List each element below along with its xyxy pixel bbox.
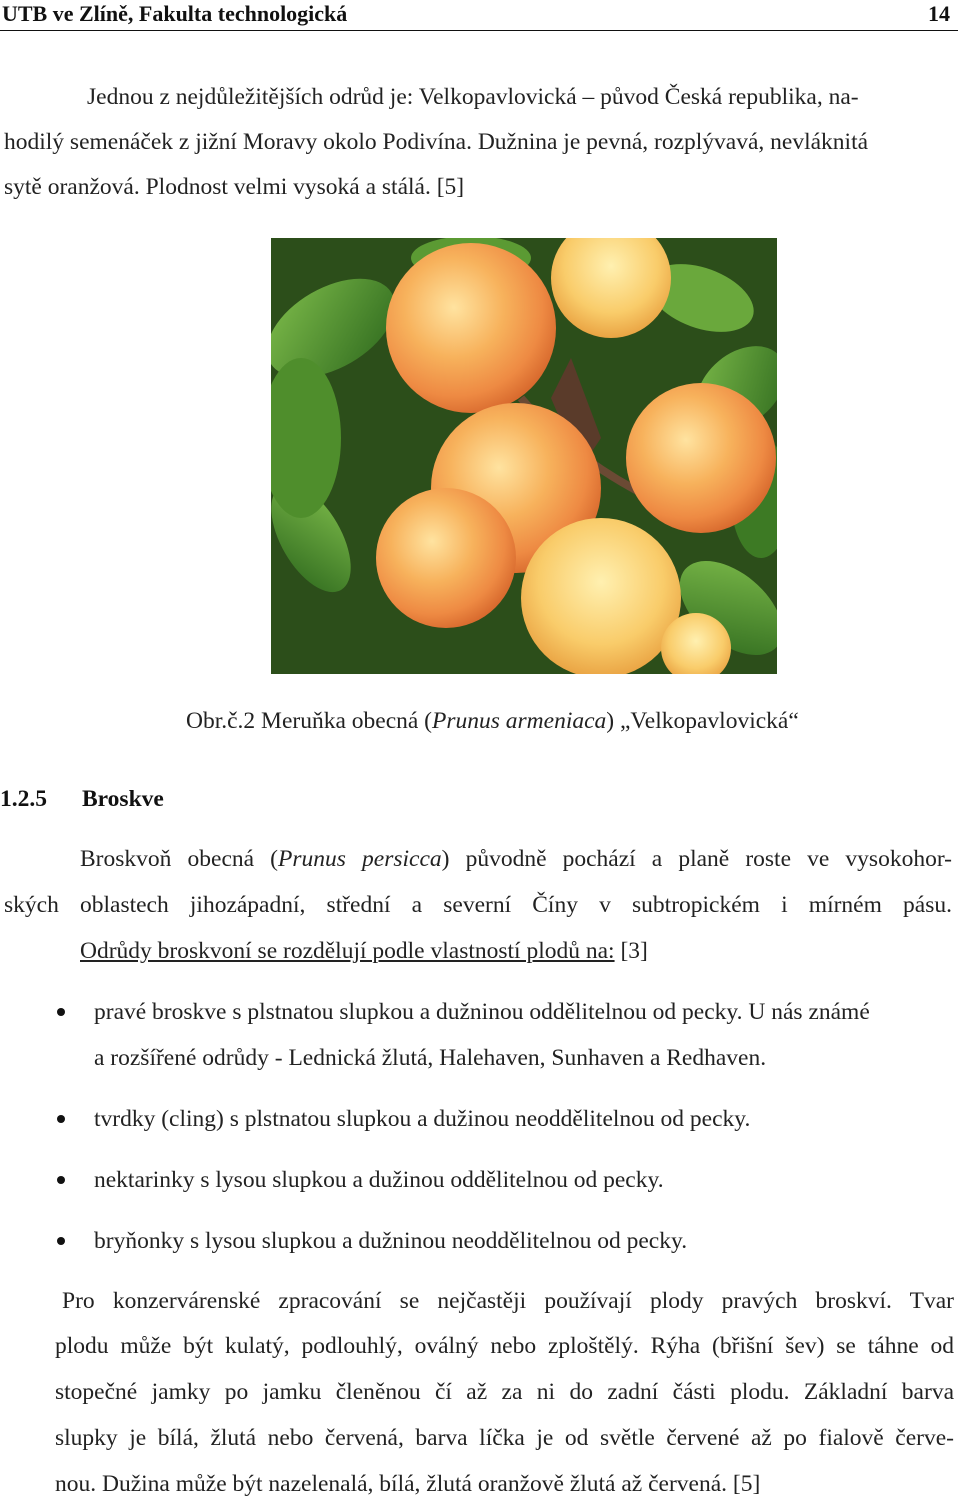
figure-caption — [186, 706, 799, 736]
apricot-photo — [271, 238, 777, 674]
bullet-dot — [57, 1115, 65, 1123]
para2-line-1: Pro konzervárenské zpracování se nejčastěji používají plody pravých broskví. Tvar — [62, 1288, 954, 1314]
para1-underlined: Odrůdy broskvoní se rozdělují podle vlastností plodů na: — [80, 938, 615, 964]
intro-line-2: hodilý semenáček z jižní Moravy okolo Podivína. Dužnina je pevná, rozplývavá, nevláknitá — [4, 129, 869, 155]
bullet-1-line-1: pravé broskve s plstnatou slupkou a dužninou oddělitelnou od pecky. U nás známé — [94, 999, 870, 1025]
header-title: UTB ve Zlíně, Fakulta technologická — [2, 1, 348, 26]
para2-line-5: nou. Dužina může být nazelenalá, bílá, žlutá oranžově žlutá až červená. [5] — [55, 1471, 761, 1497]
bullet-2: tvrdky (cling) s plstnatou slupkou a dužinou neoddělitelnou od pecky. — [94, 1106, 751, 1132]
para2-line-4: slupky je bílá, žlutá nebo červená, barva líčka je od světle červené až po fialově červe- — [55, 1425, 954, 1451]
para2-line-2: plodu může být kulatý, podlouhlý, oválný nebo zploštělý. Rýha (břišní šev) se táhne od — [55, 1333, 954, 1359]
caption-prefix: Obr.č.2 Meruňka obecná ( — [186, 708, 433, 734]
para1-line1-latin: Prunus persicca — [278, 846, 442, 872]
caption-latin: Prunus armeniaca — [432, 708, 607, 734]
intro-line-3: sytě oranžová. Plodnost velmi vysoká a stálá. [5] — [4, 174, 465, 200]
caption-suffix: ) „Velkopavlovická“ — [606, 708, 799, 734]
para1-line-1 — [80, 844, 952, 874]
section-number: 1.2.5 — [0, 786, 47, 812]
page-header — [0, 0, 958, 31]
intro-line-1: Jednou z nejdůležitějších odrůd je: Velkopavlovická – původ Česká republika, na- — [87, 84, 859, 110]
para1-line-3 — [80, 936, 648, 966]
bullet-4: bryňonky s lysou slupkou a dužninou neoddělitelnou od pecky. — [94, 1228, 688, 1254]
bullet-dot — [57, 1237, 65, 1245]
section-title: Broskve — [82, 786, 164, 812]
para2-line-3: stopečné jamky po jamku členěnou čí až za ni do zadní části plodu. Základní barva — [55, 1379, 954, 1405]
bullet-3: nektarinky s lysou slupkou a dužinou oddělitelnou od pecky. — [94, 1167, 664, 1193]
bullet-dot — [57, 1176, 65, 1184]
para1-line1-prefix: Broskvoň obecná ( — [80, 846, 278, 872]
page-number: 14 — [928, 1, 950, 26]
bullet-dot — [57, 1008, 65, 1016]
para1-line1-suffix: ) původně pochází a planě roste ve vysokohor- — [441, 846, 952, 872]
para1-line3-ref: [3] — [614, 938, 648, 964]
bullet-1-line-2: a rozšířené odrůdy - Lednická žlutá, Halehaven, Sunhaven a Redhaven. — [94, 1045, 767, 1071]
para1-line-2: ských oblastech jihozápadní, střední a severní Číny v subtropickém i mírném pásu. — [4, 892, 952, 918]
